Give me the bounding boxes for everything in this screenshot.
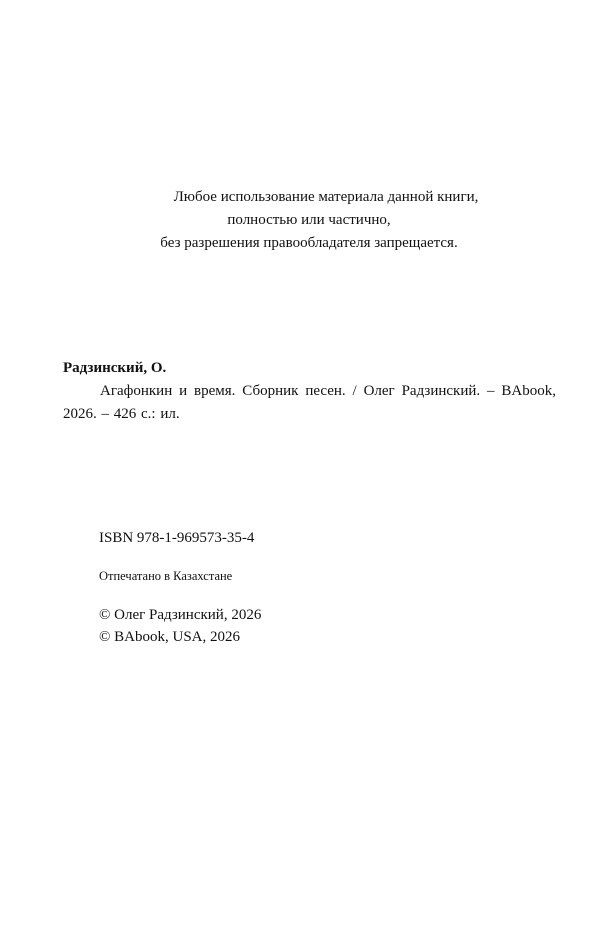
catalog-author: Радзинский, О.	[63, 360, 167, 376]
printed-in: Отпечатано в Казахстане	[99, 569, 233, 583]
isbn: ISBN 978-1-969573-35-4	[99, 530, 255, 546]
catalog-record	[63, 357, 556, 426]
copyright-lines	[99, 604, 261, 648]
copyright-notice	[0, 186, 616, 255]
copyright-notice-line: полностью или частично,	[227, 212, 391, 228]
copyright-line: © BAbook, USA, 2026	[99, 629, 240, 645]
catalog-description: Агафонкин и время. Сборник песен. / Олег Радзинский. – BAbook, 2026. – 426 с.: ил.	[63, 383, 556, 422]
copyright-notice-line: Любое использование материала данной книги,	[173, 189, 479, 205]
copyright-notice-line: без разрешения правообладателя запрещается.	[160, 235, 458, 251]
copyright-line: © Олег Радзинский, 2026	[99, 607, 262, 623]
